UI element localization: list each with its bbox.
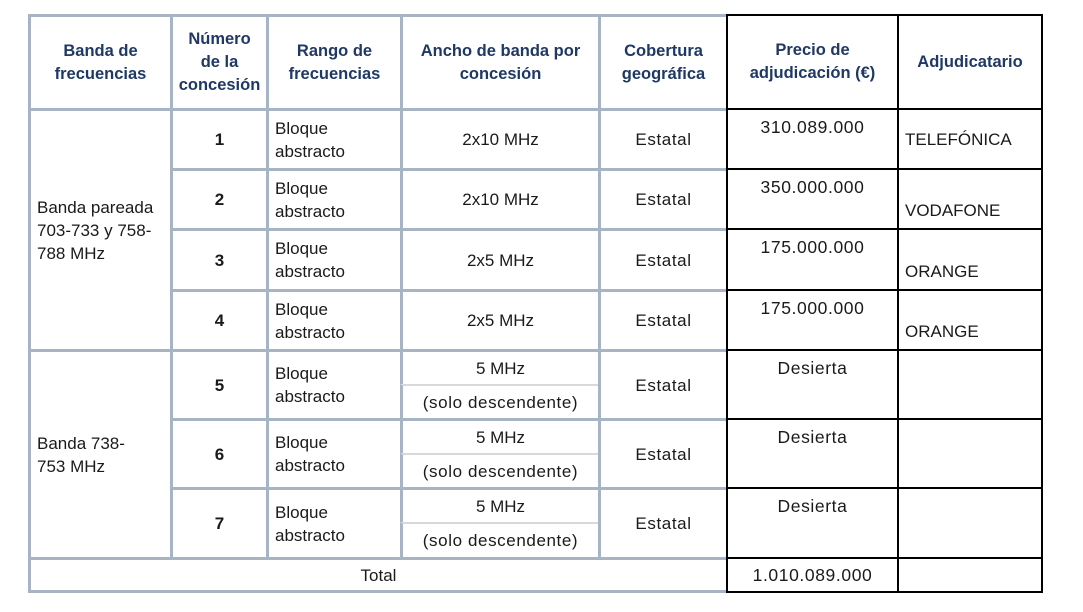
group-banda-1 — [28, 108, 170, 349]
total-value-text: 1.010.089.000 — [752, 564, 873, 585]
row-5-ancho-note — [400, 384, 598, 418]
row-3-precio-text: 175.000.000 — [760, 237, 865, 257]
row-4-precio-text: 175.000.000 — [760, 298, 865, 318]
row-1-ancho — [400, 108, 598, 168]
row-4-cobertura-text: Estatal — [635, 311, 692, 330]
total-label-text: Total — [360, 565, 397, 585]
group-banda-2 — [28, 349, 170, 557]
header-cobertura — [598, 14, 726, 108]
row-1-numero — [170, 108, 266, 168]
header-numero-text: Número de la concesión — [178, 30, 261, 94]
row-6-rango — [266, 418, 400, 487]
group-banda-2-text: Banda 738-753 MHz — [37, 433, 125, 476]
row-1-adjudicatario-text: TELEFÓNICA — [905, 129, 1012, 149]
row-4-adjudicatario — [897, 289, 1043, 349]
header-ancho-text: Ancho de banda por concesión — [420, 41, 581, 83]
row-1-cobertura — [598, 108, 726, 168]
row-5-numero-text: 5 — [214, 375, 225, 395]
total-empty — [897, 557, 1043, 593]
header-rango-text: Rango de frecuencias — [288, 41, 381, 83]
row-5-numero — [170, 349, 266, 418]
row-6-rango-text: Bloque abstracto — [275, 433, 345, 475]
row-7-numero-text: 7 — [214, 514, 225, 533]
row-1-cobertura-text: Estatal — [635, 130, 692, 149]
row-2-numero — [170, 168, 266, 228]
row-4-ancho — [400, 289, 598, 349]
header-precio-text: Precio de adjudicación (€) — [749, 41, 876, 82]
header-banda — [28, 14, 170, 108]
row-3-precio — [726, 228, 897, 289]
row-5-adjudicatario — [897, 349, 1043, 418]
row-1-ancho-text: 2x10 MHz — [462, 130, 539, 149]
row-6-cobertura — [598, 418, 726, 487]
row-7-precio — [726, 487, 897, 557]
row-7-adjudicatario — [897, 487, 1043, 557]
row-6-numero-text: 6 — [214, 444, 225, 464]
row-1-adjudicatario — [897, 108, 1043, 168]
row-7-ancho — [400, 487, 598, 522]
row-6-cobertura-text: Estatal — [635, 444, 692, 464]
header-ancho — [400, 14, 598, 108]
row-2-adjudicatario — [897, 168, 1043, 228]
row-2-rango — [266, 168, 400, 228]
row-6-ancho-text: 5 MHz — [475, 427, 526, 447]
row-7-cobertura-text: Estatal — [635, 514, 692, 533]
row-2-rango-text: Bloque abstracto — [275, 178, 345, 221]
row-2-numero-text: 2 — [214, 190, 225, 209]
row-2-precio-text: 350.000.000 — [760, 177, 865, 197]
row-4-cobertura — [598, 289, 726, 349]
row-6-ancho — [400, 418, 598, 453]
row-3-adjudicatario-text: ORANGE — [905, 262, 979, 281]
row-5-ancho-note-text: (solo descendente) — [422, 392, 579, 412]
row-5-ancho — [400, 349, 598, 384]
total-value — [726, 557, 897, 593]
row-3-numero — [170, 228, 266, 289]
header-adjudicatario-text: Adjudicatario — [917, 52, 1023, 71]
row-5-precio-text: Desierta — [777, 358, 848, 378]
row-4-ancho-text: 2x5 MHz — [466, 311, 535, 330]
row-6-precio — [726, 418, 897, 487]
header-banda-text: Banda de frecuencias — [54, 41, 147, 83]
row-5-rango — [266, 349, 400, 418]
row-4-rango-text: Bloque abstracto — [275, 299, 345, 342]
row-6-ancho-note — [400, 453, 598, 487]
row-7-numero — [170, 487, 266, 557]
row-3-ancho — [400, 228, 598, 289]
row-3-rango — [266, 228, 400, 289]
row-5-rango-text: Bloque abstracto — [275, 364, 345, 406]
row-6-precio-text: Desierta — [777, 427, 848, 447]
row-3-cobertura — [598, 228, 726, 289]
row-7-ancho-note — [400, 522, 598, 557]
row-5-cobertura-text: Estatal — [635, 375, 692, 395]
row-5-precio — [726, 349, 897, 418]
row-6-numero — [170, 418, 266, 487]
row-2-ancho — [400, 168, 598, 228]
row-1-precio — [726, 108, 897, 168]
total-label — [28, 557, 726, 593]
row-7-ancho-text: 5 MHz — [475, 496, 526, 516]
row-4-rango — [266, 289, 400, 349]
row-7-ancho-note-text: (solo descendente) — [422, 531, 579, 550]
row-3-rango-text: Bloque abstracto — [275, 239, 345, 281]
header-cobertura-text: Cobertura geográfica — [621, 41, 706, 83]
header-adjudicatario — [897, 14, 1043, 108]
row-7-rango-text: Bloque abstracto — [275, 502, 345, 545]
row-4-precio — [726, 289, 897, 349]
row-6-adjudicatario — [897, 418, 1043, 487]
row-3-adjudicatario — [897, 228, 1043, 289]
row-1-rango — [266, 108, 400, 168]
row-3-cobertura-text: Estatal — [635, 250, 692, 270]
row-1-precio-text: 310.089.000 — [760, 117, 865, 137]
row-2-precio — [726, 168, 897, 228]
row-3-ancho-text: 2x5 MHz — [466, 250, 535, 270]
row-4-adjudicatario-text: ORANGE — [905, 322, 979, 341]
header-numero — [170, 14, 266, 108]
row-4-numero — [170, 289, 266, 349]
row-3-numero-text: 3 — [214, 250, 225, 270]
row-1-numero-text: 1 — [214, 130, 225, 149]
row-7-precio-text: Desierta — [777, 496, 848, 516]
row-2-cobertura-text: Estatal — [635, 190, 692, 209]
row-7-rango — [266, 487, 400, 557]
row-2-ancho-text: 2x10 MHz — [462, 190, 539, 209]
header-rango — [266, 14, 400, 108]
header-precio — [726, 14, 897, 108]
row-4-numero-text: 4 — [214, 311, 225, 330]
row-7-cobertura — [598, 487, 726, 557]
row-1-rango-text: Bloque abstracto — [275, 118, 345, 161]
row-6-ancho-note-text: (solo descendente) — [422, 461, 579, 481]
row-5-cobertura — [598, 349, 726, 418]
row-2-adjudicatario-text: VODAFONE — [905, 201, 1001, 220]
row-2-cobertura — [598, 168, 726, 228]
row-5-ancho-text: 5 MHz — [475, 358, 526, 378]
group-banda-1-text: Banda pareada 703-733 y 758-788 MHz — [37, 197, 154, 263]
